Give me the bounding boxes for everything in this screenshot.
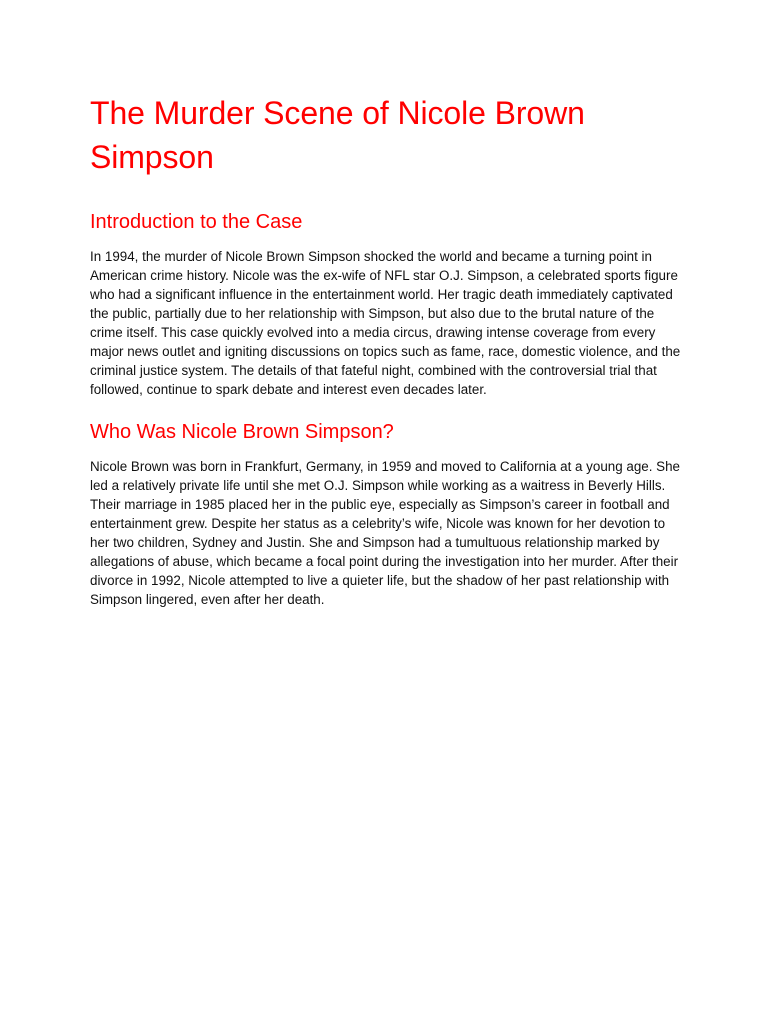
section-heading-who-was-nicole: Who Was Nicole Brown Simpson? bbox=[90, 421, 394, 443]
document-title: The Murder Scene of Nicole Brown Simpson bbox=[90, 95, 585, 175]
section-body-introduction: In 1994, the murder of Nicole Brown Simpson shocked the world and became a turning point in American crime history. Nicole was the ex-wife of NFL star O.J. Simpson, a celebrated sports figure who had a significant influence in the entertainment world. Her tragic death immediately captivated the public, partially due to her relationship with Simpson, but also due to the brutal nature of the crime itself. This case quickly evolved into a media circus, drawing intense coverage from every major news outlet and igniting discussions on topics such as fame, race, domestic violence, and the criminal justice system. The details of that fateful night, combined with the controversial trial that followed, continue to spark debate and interest even decades later. bbox=[90, 249, 681, 397]
document-content bbox=[90, 91, 682, 609]
section-heading-introduction: Introduction to the Case bbox=[90, 211, 303, 233]
section-body-who-was-nicole: Nicole Brown was born in Frankfurt, Germany, in 1959 and moved to California at a young age. She led a relatively private life until she met O.J. Simpson while working as a waitress in Beverly Hills. Their marriage in 1985 placed her in the public eye, especially as Simpson’s career in football and entertainment grew. Despite her status as a celebrity’s wife, Nicole was known for her devotion to her two children, Sydney and Justin. She and Simpson had a tumultuous relationship marked by allegations of abuse, which became a focal point during the investigation into her murder. After their divorce in 1992, Nicole attempted to live a quieter life, but the shadow of her past relationship with Simpson lingered, even after her death. bbox=[90, 459, 680, 607]
